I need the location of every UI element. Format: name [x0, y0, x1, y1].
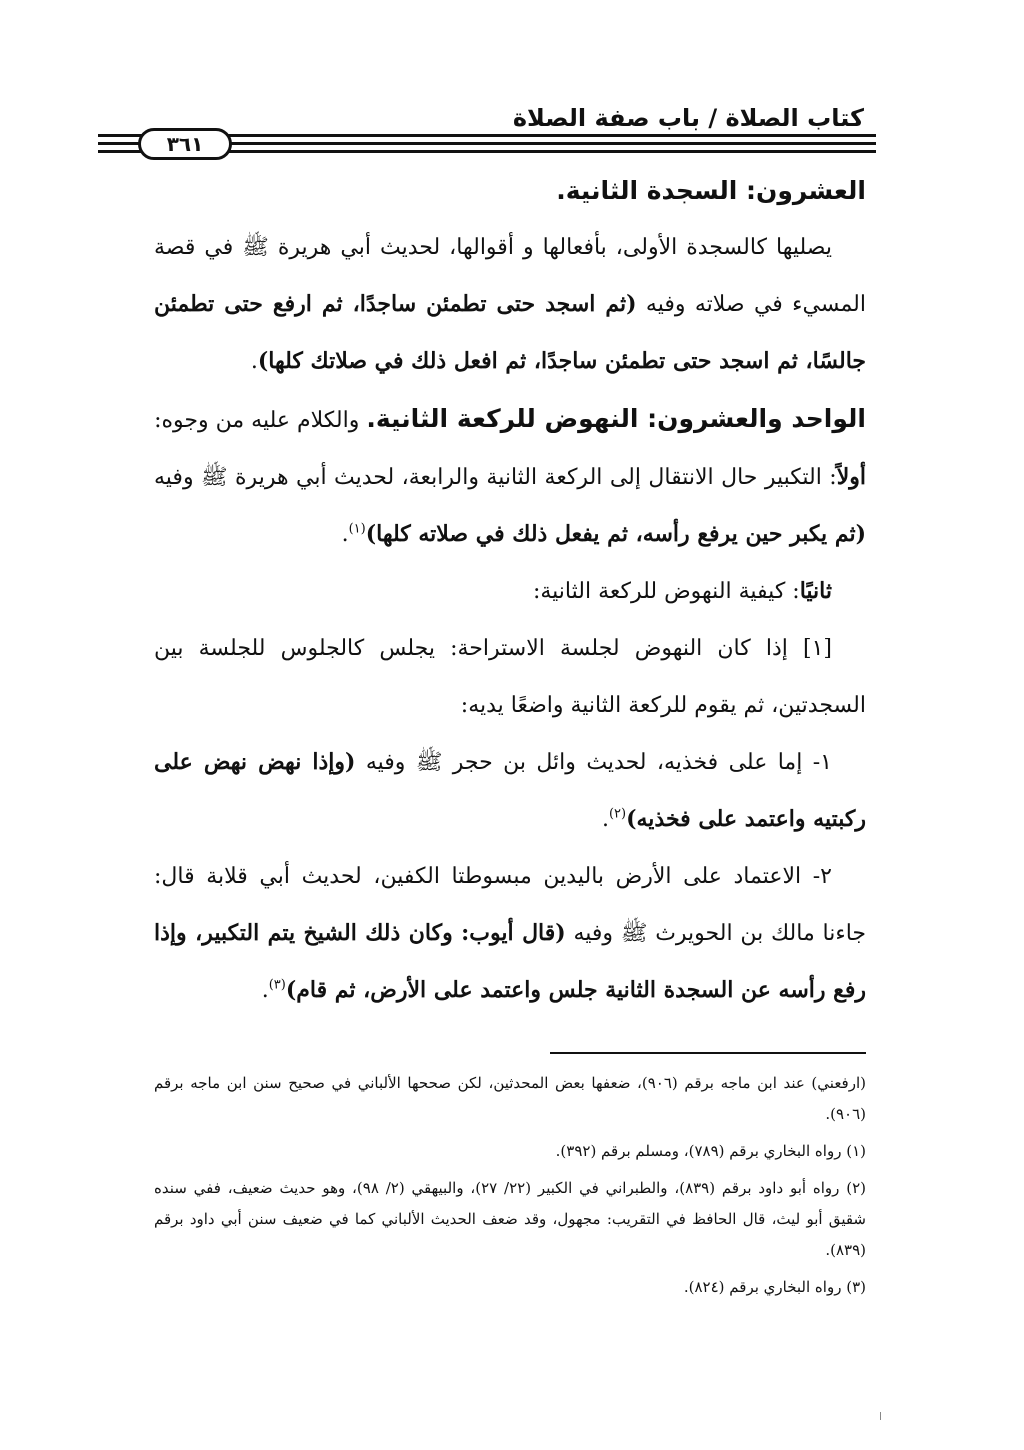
paragraph-second-point: [154, 563, 866, 620]
paragraph-item-1: [154, 734, 866, 848]
footnote-ref-2: (٢): [608, 806, 627, 822]
paragraph-item-2: [154, 848, 866, 1019]
hadith-quote: (وإذا نهض نهض على ركبتيه واعتمد على فخذيه): [154, 749, 866, 832]
paragraph-text: : كيفية النهوض للركعة الثانية:: [532, 579, 800, 604]
hadith-quote: (ثم اسجد حتى تطمئن ساجدًا، ثم ارفع حتى تطمئن جالسًا، ثم اسجد حتى تطمئن ساجدًا، ثم افعل ذلك في صلاتك كلها): [154, 291, 866, 374]
paragraph-text: : التكبير حال الانتقال إلى الركعة الثانية والرابعة، لحديث أبي هريرة ﷺ وفيه: [154, 465, 837, 490]
footnote-item: (٢) رواه أبو داود برقم (٨٣٩)، والطبراني في الكبير (٢٢/ ٢٧)، والبيهقي (٢/ ٩٨)، وهو حديث ضعيف، ففي سنده شقيق أبو ليث، قال الحافظ في التقريب: مجهول، وقد ضعف الحديث الألباني كما في ضعيف سنن أبي داود برقم (٨٣٩).: [154, 1179, 866, 1259]
point-label-second: ثانيًا: [799, 578, 832, 604]
section-heading-20: العشرون: السجدة الثانية.: [556, 176, 866, 205]
footnote-item: (ارفعني) عند ابن ماجه برقم (٩٠٦)، ضعفها بعض المحدثين، لكن صححها الألباني في صحيح سنن ابن ماجه برقم (٩٠٦).: [154, 1074, 866, 1123]
section-heading-21: [154, 390, 866, 449]
running-header: كتاب الصلاة / باب صفة الصلاة: [512, 104, 864, 132]
hadith-quote: (ثم يكبر حين يرفع رأسه، ثم يفعل ذلك في صلاته كلها): [365, 521, 866, 547]
paragraph-text: ١- إما على فخذيه، لحديث وائل بن حجر ﷺ وفيه: [355, 750, 832, 775]
hadith-quote: (قال أيوب: وكان ذلك الشيخ يتم التكبير، وإذا رفع رأسه عن السجدة الثانية جلس واعتمد على الأرض، ثم قام): [154, 920, 866, 1003]
footnote-ref-1: (١): [348, 521, 366, 537]
footnote-separator: [550, 1052, 866, 1054]
paragraph-case-1: [١] إذا كان النهوض لجلسة الاستراحة: يجلس كالجلوس للجلسة بين السجدتين، ثم يقوم للركعة الثانية واضعًا يديه:: [154, 636, 866, 718]
paragraph-text: يصليها كالسجدة الأولى، بأفعالها و أقوالها، لحديث أبي هريرة ﷺ في قصة المسيء في صلاته وفيه: [154, 235, 866, 317]
section-heading-21-rest: والكلام عليه من وجوه:: [154, 408, 367, 433]
paragraph-second-prostration: [154, 219, 866, 390]
section-heading-21-title: الواحد والعشرون: النهوض للركعة الثانية.: [366, 404, 866, 433]
paragraph-text: ٢- الاعتماد على الأرض باليدين مبسوطتا الكفين، لحديث أبي قلابة قال: جاءنا مالك بن الحويرث ﷺ وفيه: [154, 864, 867, 946]
point-label-first: أولاً: [836, 464, 866, 490]
footnote-ref-3: (٣): [268, 977, 286, 993]
header-rule: [98, 128, 876, 160]
paragraph-end: .: [261, 978, 269, 1003]
footnote-item: (٣) رواه البخاري برقم (٨٢٤).: [683, 1278, 866, 1296]
paragraph-end: .: [601, 807, 609, 832]
footnotes: [154, 1068, 866, 1309]
scan-speck: [880, 1412, 881, 1420]
main-text: [154, 162, 866, 1019]
paragraph-end: .: [341, 522, 349, 547]
paragraph-first-point: [154, 449, 866, 563]
page-number: ٣٦١: [138, 128, 232, 160]
paragraph-end: .: [250, 349, 258, 374]
footnote-item: (١) رواه البخاري برقم (٧٨٩)، ومسلم برقم (٣٩٢).: [555, 1142, 866, 1160]
